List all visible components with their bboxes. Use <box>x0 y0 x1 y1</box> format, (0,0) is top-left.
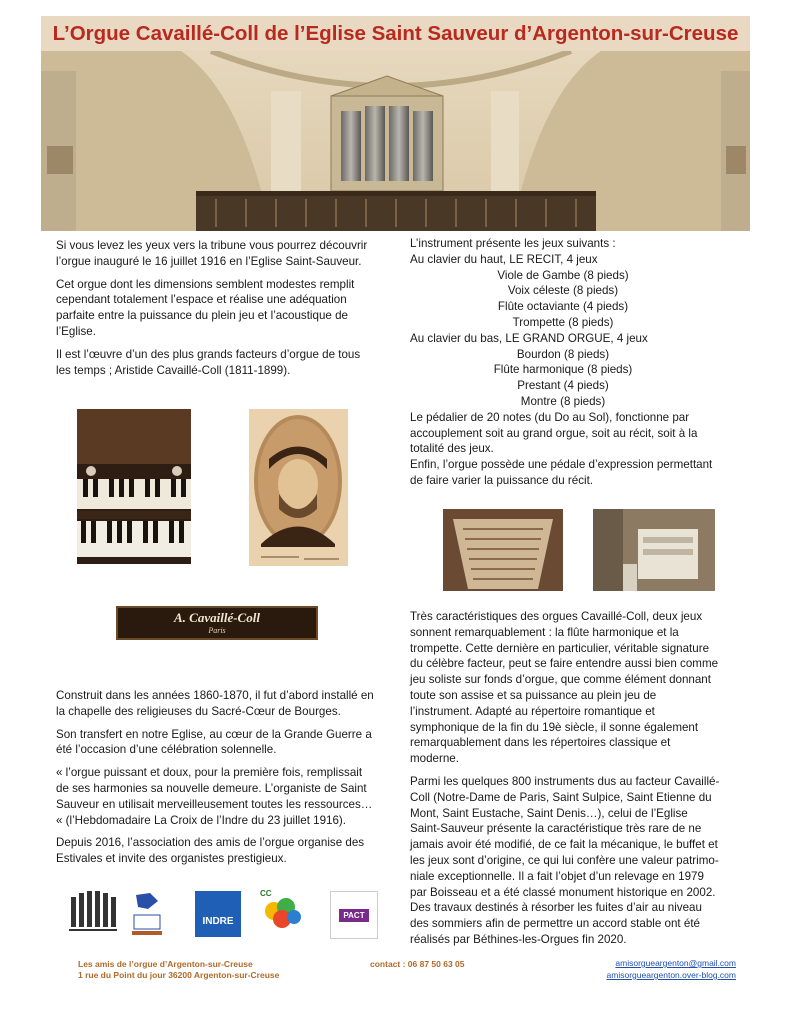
paragraph-heritage: Parmi les quelques 800 instruments dus au facteur Cavaillé-Coll (Notre-Dame de Paris, Saint Sulpice, Saint Etienne du Mont, Saint Eustache, Saint Denis…), celui de l’Eglise Saint-Sauveur présente la caractéristique très rare de ne jamais avoir été modifié, de ce fait la mécanique, le buffet et les jeux sont d’origine, ce qui lui confère une valeur patrimo-niale exceptionnelle. Il a fait l’objet d’un relevage en 1979 par Boisseau et a été classé monument historique en 2002. Des travaux destinés à résorber les fuites d’air au niveau des sommiers afin de permettre un accord stable ont été réalisés par Béthines-les-Orgues fin 2020. <box>410 774 720 946</box>
indre-logo-text: INDRE <box>202 915 234 927</box>
right-column-bottom <box>410 609 720 955</box>
argenton-logo <box>128 889 166 939</box>
grand-orgue-heading: Au clavier du bas, LE GRAND ORGUE, 4 jeux <box>410 331 648 345</box>
footer-links <box>560 957 736 981</box>
community-logo-text: CC <box>260 889 272 898</box>
stop-trompette: Trompette (8 pieds) <box>512 315 614 329</box>
maker-nameplate <box>116 606 318 640</box>
paragraph-intro: Si vous levez les yeux vers la tribune vous pourrez découvrir l’orgue inauguré le 16 juillet 1916 en l’Eglise Saint-Sauveur. <box>56 239 368 268</box>
pact-logo <box>330 891 378 939</box>
association-logo <box>65 889 121 939</box>
press-quote: « l’orgue puissant et doux, pour la première fois, remplissait de ses harmonies sa nouvelle demeure. L’organiste de Saint Sauveur en utilisait merveilleusement toutes les ressources… « <box>56 766 373 827</box>
paragraph-dimensions: Cet orgue dont les dimensions semblent modestes remplit cependant totalement l’espace et réalise une adéquation parfaite entre la puissance du plein jeu et l’acoustique de l’Eglise. <box>56 277 355 338</box>
paragraph-quote <box>56 765 378 828</box>
footer-address: 1 rue du Point du jour 36200 Argenton-sur-Creuse <box>78 970 280 980</box>
keyboard-photo <box>77 409 191 564</box>
stop-montre: Montre (8 pieds) <box>520 394 606 408</box>
footer-association <box>78 959 328 981</box>
cavaille-coll-portrait <box>249 409 348 566</box>
stop-viole: Viole de Gambe (8 pieds) <box>497 268 629 282</box>
indre-logo <box>195 891 241 937</box>
community-logo <box>258 889 308 939</box>
email-link[interactable]: amisorgueargenton@gmail.com <box>615 958 736 968</box>
title-band <box>41 16 750 51</box>
paragraph-transfer: Son transfert en notre Eglise, au cœur de la Grande Guerre a été l’occasion d’une célébration solennelle. <box>56 727 372 757</box>
nameplate-city: Paris <box>208 626 226 635</box>
stop-bourdon: Bourdon (8 pieds) <box>516 347 610 361</box>
paragraph-estivales: Depuis 2016, l’association des amis de l’orgue organise des Estivales et invite des organistes prestigieux. <box>56 836 365 866</box>
blog-link[interactable]: amisorgueargenton.over-blog.com <box>606 970 736 980</box>
footer-assoc-name: Les amis de l’orgue d’Argenton-sur-Creuse <box>78 959 253 969</box>
stop-voix-celeste: Voix céleste (8 pieds) <box>507 284 619 298</box>
pact-logo-text: PACT <box>339 909 368 922</box>
stop-prestant: Prestant (4 pieds) <box>517 379 609 393</box>
stops-intro: L’instrument présente les jeux suivants : <box>410 237 616 250</box>
paragraph-builder: Il est l’œuvre d’un des plus grands facteurs d’orgue de tous les temps ; Aristide Cavaillé-Coll (1811-1899). <box>56 347 361 377</box>
nameplate-maker: A. Cavaillé-Coll <box>174 610 260 625</box>
pedalier-text: Le pédalier de 20 notes (du Do au Sol), fonctionne par accouplement soit au grand orgue, soit au récit, soit à la totalité des jeux. <box>410 410 698 456</box>
left-column-bottom <box>56 688 378 874</box>
right-column-top <box>410 236 716 489</box>
left-column-top <box>56 238 378 385</box>
recit-heading: Au clavier du haut, LE RECIT, 4 jeux <box>410 252 598 266</box>
console-photo <box>593 509 715 591</box>
footer-contact: contact : 06 87 50 63 05 <box>370 959 465 969</box>
paragraph-characteristics: Très caractéristiques des orgues Cavaillé-Coll, deux jeux sonnent remarquablement : la flûte harmonique et la trompette. Cette dernière en particulier, véritable signature du célèbre facteur, peut se faire entendre aussi bien comme jeu soliste sur fonds d’orgue, que comme élément donnant toute son assise et sa puissance au plein jeu de l’instrument. Adapté au répertoire romantique et symphonique de la fin du 19è siècle, il sonne également remarquablement dans les répertoires classique et moderne. <box>410 610 719 766</box>
pedalboard-photo <box>443 509 563 591</box>
page-title: L’Orgue Cavaillé-Coll de l’Eglise Saint Sauveur d’Argenton-sur-Creuse <box>52 22 739 45</box>
organ-loft-photo <box>41 51 750 231</box>
press-source: (l’Hebdomadaire La Croix de l’Indre du 23 juillet 1916). <box>62 813 347 827</box>
stop-flute-harmonique: Flûte harmonique (8 pieds) <box>493 363 633 377</box>
pedale-expression-text: Enfin, l’orgue possède une pédale d’expression permettant de faire varier la puissance du récit. <box>410 458 713 487</box>
stop-flute-octaviante: Flûte octaviante (4 pieds) <box>497 300 629 314</box>
paragraph-history: Construit dans les années 1860-1870, il fut d’abord installé en la chapelle des religieuses du Sacré-Cœur de Bourges. <box>56 689 374 718</box>
